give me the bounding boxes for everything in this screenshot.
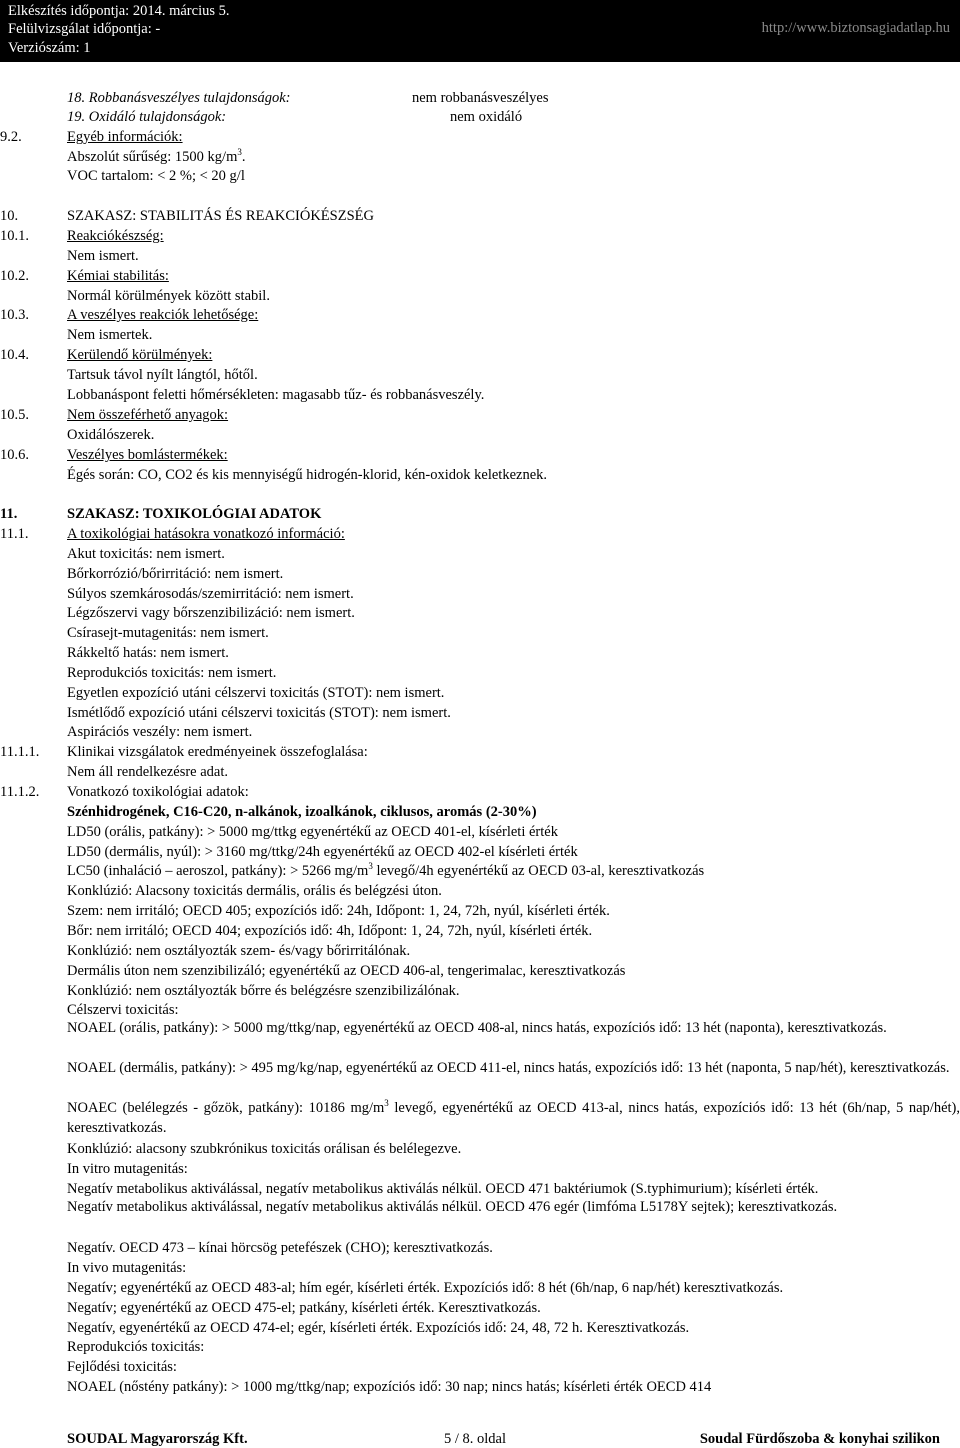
item-title: Vonatkozó toxikológiai adatok: <box>67 784 249 800</box>
version-number: Verziószám: 1 <box>8 40 91 56</box>
section-10-title: SZAKASZ: STABILITÁS ÉS REAKCIÓKÉSZSÉG <box>67 208 374 224</box>
tox-line: In vitro mutagenitás: <box>67 1161 188 1177</box>
item-text: Normál körülmények között stabil. <box>67 288 270 304</box>
density-end: . <box>241 149 246 165</box>
tox-line: Csírasejt-mutagenitás: nem ismert. <box>67 625 269 641</box>
document-header <box>0 0 960 62</box>
website-link[interactable]: http://www.biztonsagiadatlap.hu <box>761 20 950 36</box>
footer-page-number: 5 / 8. oldal <box>444 1431 507 1447</box>
tox-line: LD50 (dermális, nyúl): > 3160 mg/ttkg/24h egyenértékű az OECD 402-el kísérleti érték <box>67 844 578 860</box>
section-10-number: 10. <box>0 208 19 224</box>
item-number: 10.1. <box>0 228 29 244</box>
tox-line: Negatív; egyenértékű az OECD 475-el; patkány, kísérleti érték. Keresztivatkozás. <box>67 1300 541 1316</box>
tox-line: LD50 (orális, patkány): > 5000 mg/ttkg egyenértékű az OECD 401-el, kísérleti érték <box>67 824 558 840</box>
tox-line: Fejlődési toxicitás: <box>67 1359 177 1375</box>
tox-line: Célszervi toxicitás: <box>67 1002 179 1018</box>
noaec-inhalation <box>67 1099 960 1138</box>
item-number: 11.1. <box>0 526 29 542</box>
noaec-sup: 3 <box>384 1098 389 1109</box>
item-text: Nem áll rendelkezésre adat. <box>67 764 229 780</box>
noael-dermal: NOAEL (dermális, patkány): > 495 mg/kg/nap, egyenértékű az OECD 411-el, nincs hatás, expozíciós idő: 13 hét (naponta, 5 nap/hét), keresztivatkozás. <box>67 1060 950 1076</box>
item-number: 10.6. <box>0 447 29 463</box>
item-title: Kémiai stabilitás: <box>67 268 169 284</box>
tox-line: Reprodukciós toxicitás: <box>67 1339 205 1355</box>
lc50-rest: levegő/4h egyenértékű az OECD 03-al, keresztivatkozás <box>372 863 705 879</box>
tox-line: Reprodukciós toxicitás: nem ismert. <box>67 665 277 681</box>
section-number: 9.2. <box>0 129 22 145</box>
tox-line: In vivo mutagenitás: <box>67 1260 187 1276</box>
lc50-sup: 3 <box>368 861 373 872</box>
item-text: Nem ismert. <box>67 248 139 264</box>
item-title: A veszélyes reakciók lehetősége: <box>67 307 259 323</box>
item-text: Égés során: CO, CO2 és kis mennyiségű hidrogén-klorid, kén-oxidok keletkeznek. <box>67 467 548 483</box>
voc-line: VOC tartalom: < 2 %; < 20 g/l <box>67 168 245 184</box>
tox-line: Aspirációs veszély: nem ismert. <box>67 724 253 740</box>
tox-line: Bőr: nem irritáló; OECD 404; expozíciós idő: 4h, Időpont: 1, 24, 72h, nyúl, kísérleti érték. <box>67 923 593 939</box>
item-text: Oxidálószerek. <box>67 427 155 443</box>
tox-line: Egyetlen expozíció utáni célszervi toxicitás (STOT): nem ismert. <box>67 685 445 701</box>
section-title: Egyéb információk: <box>67 129 183 145</box>
invitro-omg: Negatív metabolikus aktiválással, negatív metabolikus aktiválás nélkül. OECD 476 egér (limfóma L5178Y sejtek); keresztivatkozás. <box>67 1199 838 1215</box>
tox-line: Légzőszervi vagy bőrszenzibilizáció: nem ismert. <box>67 605 355 621</box>
tox-line: Negatív metabolikus aktiválással, negatív metabolikus aktiválás nélkül. OECD 471 baktériumok (S.typhimurium); kísérleti érték. <box>67 1181 819 1197</box>
density-unit-sup: 3 <box>237 147 242 158</box>
item-text: Lobbanáspont feletti hőmérsékleten: magasabb tűz- és robbanásveszély. <box>67 387 485 403</box>
footer-product: Soudal Fürdőszoba & konyhai szilikon <box>699 1431 940 1447</box>
item-number: 11.1.2. <box>0 784 40 800</box>
noael-oral: NOAEL (orális, patkány): > 5000 mg/ttkg/nap, egyenértékű az OECD 408-al, nincs hatás, expozíciós idő: 13 hét (naponta), keresztivatkozás. <box>67 1020 887 1036</box>
item-number: 11.1.1. <box>0 744 40 760</box>
substance-name: Szénhidrogének, C16-C20, n-alkánok, izoalkánok, ciklusos, aromás (2-30%) <box>67 804 537 820</box>
tox-line: Konklúzió: nem osztályozták bőrre és belégzésre szenzibilizálónak. <box>67 983 460 999</box>
created-date: Elkészítés időpontja: 2014. március 5. <box>8 3 230 19</box>
tox-line: Negatív; egyenértékű az OECD 483-al; hím egér, kísérleti érték. Expozíciós idő: 8 hét (6h/nap, 6 nap/hét) keresztivatkozás. <box>67 1280 784 1296</box>
tox-line: Konklúzió: alacsony szubkrónikus toxicitás orálisan és belélegezve. <box>67 1141 462 1157</box>
tox-line: Dermális úton nem szenzibilizáló; egyenértékű az OECD 406-al, tengerimalac, keresztivatkozás <box>67 963 626 979</box>
lc50-text: LC50 (inhaláció – aeroszol, patkány): > 5266 mg/m <box>67 863 369 879</box>
lc50-line <box>67 862 704 880</box>
tox-line: Bőrkorrózió/bőrirritáció: nem ismert. <box>67 566 284 582</box>
tox-line: Konklúzió: Alacsony toxicitás dermális, orális és belégzési úton. <box>67 883 442 899</box>
oxidizing-label: 19. Oxidáló tulajdonságok: <box>67 109 227 125</box>
item-title: A toxikológiai hatásokra vonatkozó információ: <box>67 526 345 542</box>
item-title: Veszélyes bomlástermékek: <box>67 447 228 463</box>
noaec-text: NOAEC (belélegzés - gőzök, patkány): 10186 mg/m <box>67 1100 385 1116</box>
item-number: 10.4. <box>0 347 29 363</box>
section-11-title: SZAKASZ: TOXIKOLÓGIAI ADATOK <box>67 506 322 522</box>
item-title: Nem összeférhető anyagok: <box>67 407 229 423</box>
tox-line: Akut toxicitás: nem ismert. <box>67 546 225 562</box>
item-text: Tartsuk távol nyílt lángtól, hőtől. <box>67 367 258 383</box>
revision-date: Felülvizsgálat időpontja: - <box>8 21 161 37</box>
explosive-label: 18. Robbanásveszélyes tulajdonságok: <box>67 90 291 106</box>
item-title: Klinikai vizsgálatok eredményeinek összefoglalása: <box>67 744 368 760</box>
section-11-number: 11. <box>0 506 18 522</box>
item-number: 10.2. <box>0 268 29 284</box>
item-title: Kerülendő körülmények: <box>67 347 213 363</box>
item-number: 10.3. <box>0 307 29 323</box>
tox-line: Szem: nem irritáló; OECD 405; expozíciós idő: 24h, Időpont: 1, 24, 72h, nyúl, kísérleti érték. <box>67 903 610 919</box>
item-title: Reakciókészség: <box>67 228 164 244</box>
footer-company: SOUDAL Magyarország Kft. <box>67 1431 248 1447</box>
explosive-value: nem robbanásveszélyes <box>412 90 549 106</box>
item-number: 10.5. <box>0 407 29 423</box>
tox-line: Súlyos szemkárosodás/szemirritáció: nem ismert. <box>67 586 354 602</box>
tox-line: NOAEL (nőstény patkány): > 1000 mg/ttkg/nap; expozíciós idő: 30 nap; nincs hatás; kísérleti érték OECD 414 <box>67 1379 712 1395</box>
tox-line: Rákkeltő hatás: nem ismert. <box>67 645 229 661</box>
tox-line: Konklúzió: nem osztályozták szem- és/vagy bőrirritálónak. <box>67 943 411 959</box>
noaec-rest: levegő, egyenértékű az OECD 413-al, nincs hatás, expozíciós idő: 13 hét (6h/nap, 5 nap/hét), keresztivatkozás. <box>67 1100 960 1136</box>
tox-line: Ismétlődő expozíció utáni célszervi toxicitás (STOT): nem ismert. <box>67 705 451 721</box>
item-text: Nem ismertek. <box>67 327 153 343</box>
density-text: Abszolút sűrűség: 1500 kg/m <box>67 149 238 165</box>
tox-line: Negatív, egyenértékű az OECD 474-el; egér, kísérleti érték. Expozíciós idő: 24, 48, 72 h. Keresztivatkozás. <box>67 1320 690 1336</box>
oxidizing-value: nem oxidáló <box>450 109 523 125</box>
density-line <box>67 148 246 166</box>
tox-line: Negatív. OECD 473 – kínai hörcsög petefészek (CHO); keresztivatkozás. <box>67 1240 493 1256</box>
